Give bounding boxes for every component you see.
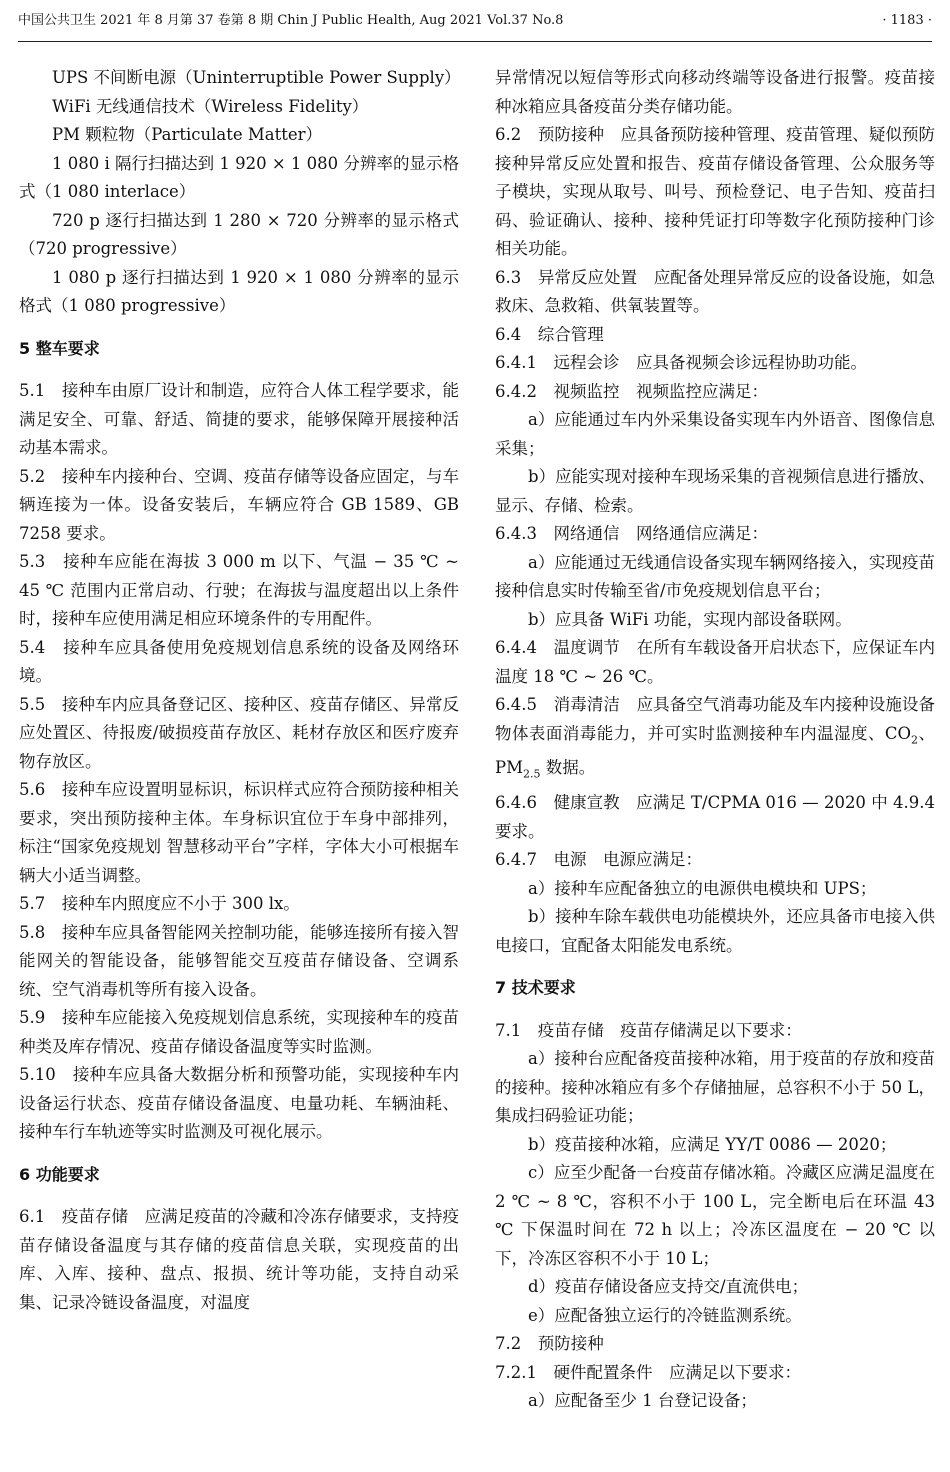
section-heading-6: 6 功能要求 [19, 1164, 100, 1184]
clause-6-4-5-text-3: 数据。 [540, 758, 596, 778]
clause-6-4-4: 6.4.4 温度调节 在所有车载设备开启状态下，应保证车内温度 18 ℃ ~ 26 ℃。 [495, 638, 935, 686]
pm-subscript: 2.5 [523, 767, 541, 781]
clause-7-1-a: a）接种台应配备疫苗接种冰箱，用于疫苗的存放和疫苗的接种。接种冰箱应有多个存储抽屉，总容积不小于 50 L，集成扫码验证功能； [495, 1049, 935, 1126]
clause-7-2-1: 7.2.1 硬件配置条件 应满足以下要求： [495, 1362, 801, 1382]
clause-6-4-2-b: b）应能实现对接种车现场采集的音视频信息进行播放、显示、存储、检索。 [495, 467, 935, 515]
clause-5-5: 5.5 接种车内应具备登记区、接种区、疫苗存储区、异常反应处置区、待报废/破损疫苗存放区、耗材存放区和医疗废弃物存放区。 [19, 694, 459, 771]
clause-6-4-2: 6.4.2 视频监控 视频监控应满足： [495, 381, 768, 401]
co2-subscript: 2 [911, 732, 919, 746]
clause-6-4-5 [495, 691, 935, 789]
abbreviation-720p: 720 p 逐行扫描达到 1 280 × 720 分辨率的显示格式（720 progressive） [19, 210, 459, 258]
abbreviation-pm: PM 颗粒物（Particulate Matter） [52, 125, 323, 144]
clause-6-4-7-a: a）接种车应配备独立的电源供电模块和 UPS； [528, 878, 877, 898]
clause-7-1-d: d）疫苗存储设备应支持交/直流供电； [528, 1277, 809, 1297]
section-heading-5: 5 整车要求 [19, 338, 100, 358]
clause-6-4: 6.4 综合管理 [495, 324, 604, 344]
clause-6-4-7-b: b）接种车除车载供电功能模块外，还应具备市电接入供电接口，宜配备太阳能发电系统。 [495, 907, 935, 955]
clause-7-2-1-a: a）应配备至少 1 台登记设备； [528, 1391, 757, 1411]
clause-6-4-3: 6.4.3 网络通信 网络通信应满足： [495, 524, 768, 543]
left-column [19, 64, 459, 1317]
abbreviation-wifi: WiFi 无线通信技术（Wireless Fidelity） [52, 96, 369, 116]
clause-7-2: 7.2 预防接种 [495, 1334, 604, 1354]
abbreviation-1080p: 1 080 p 逐行扫描达到 1 920 × 1 080 分辨率的显示格式（1 080 progressive） [19, 267, 459, 315]
clause-6-1-continued: 异常情况以短信等形式向移动终端等设备进行报警。疫苗接种冰箱应具备疫苗分类存储功能。 [495, 68, 935, 116]
clause-6-3: 6.3 异常反应处置 应配备处理异常反应的设备设施，如急救床、急救箱、供氧装置等。 [495, 267, 935, 315]
clause-6-4-3-a: a）应能通过无线通信设备实现车辆网络接入，实现疫苗接种信息实时传输至省/市免疫规划信息平台； [495, 552, 935, 600]
clause-5-7: 5.7 接种车内照度应不小于 300 lx。 [19, 894, 300, 913]
clause-6-4-5-text-2: 、PM [495, 723, 935, 778]
clause-7-1-c: c）应至少配备一台疫苗存储冰箱。冷藏区应满足温度在 2 ℃ ~ 8 ℃，容积不小于 100 L，完全断电后在环温 43 ℃ 下保温时间在 72 h 以上；冷冻区温度在 − 20 ℃ 以下，冷冻区容积不小于 10 L； [495, 1163, 935, 1268]
clause-5-10: 5.10 接种车应具备大数据分析和预警功能，实现接种车内设备运行状态、疫苗存储设备温度、电量功耗、车辆油耗、接种车行车轨迹等实时监测及可视化展示。 [19, 1065, 459, 1141]
right-column [495, 64, 935, 1416]
header-rule [18, 41, 932, 42]
journal-info: 中国公共卫生 2021 年 8 月第 37 卷第 8 期 Chin J Public Health, Aug 2021 Vol.37 No.8 [18, 13, 564, 28]
clause-6-4-3-b: b）应具备 WiFi 功能，实现内部设备联网。 [528, 609, 852, 629]
clause-6-4-1: 6.4.1 远程会诊 应具备视频会诊远程协助功能。 [495, 353, 867, 372]
clause-5-6: 5.6 接种车应设置明显标识，标识样式应符合预防接种相关要求，突出预防接种主体。车身标识宜位于车身中部排列，标注“国家免疫规划 智慧移动平台”字样，字体大小可根据车辆大小适当调整。 [19, 780, 459, 885]
section-heading-7: 7 技术要求 [495, 978, 576, 998]
clause-5-9: 5.9 接种车应能接入免疫规划信息系统，实现接种车的疫苗种类及库存情况、疫苗存储设备温度等实时监测。 [19, 1008, 459, 1056]
clause-7-1-b: b）疫苗接种冰箱，应满足 YY/T 0086 — 2020； [528, 1134, 897, 1154]
clause-6-4-5-text: 6.4.5 消毒清洁 应具备空气消毒功能及车内接种设施设备物体表面消毒能力，并可实时监测接种车内温湿度、CO [495, 695, 935, 743]
clause-5-3: 5.3 接种车应能在海拔 3 000 m 以下、气温 − 35 ℃ ~ 45 ℃ 范围内正常启动、行驶；在海拔与温度超出以上条件时，接种车应使用满足相应环境条件的专用配件。 [19, 552, 459, 628]
clause-6-4-7: 6.4.7 电源 电源应满足： [495, 850, 702, 870]
clause-5-4: 5.4 接种车应具备使用免疫规划信息系统的设备及网络环境。 [19, 637, 459, 685]
clause-6-4-2-a: a）应能通过车内外采集设备实现车内外语音、图像信息采集； [495, 410, 935, 458]
abbreviation-1080i: 1 080 i 隔行扫描达到 1 920 × 1 080 分辨率的显示格式（1 080 interlace） [19, 153, 459, 201]
running-header [18, 8, 932, 34]
page-number: · 1183 · [882, 13, 932, 28]
abbreviation-ups: UPS 不间断电源（Uninterruptible Power Supply） [52, 68, 461, 87]
clause-7-1: 7.1 疫苗存储 疫苗存储满足以下要求： [495, 1020, 802, 1040]
clause-5-8: 5.8 接种车应具备智能网关控制功能，能够连接所有接入智能网关的智能设备，能够智能交互疫苗存储设备、空调系统、空气消毒机等所有接入设备。 [19, 922, 459, 999]
clause-5-1: 5.1 接种车由原厂设计和制造，应符合人体工程学要求，能满足安全、可靠、舒适、简捷的要求，能够保障开展接种活动基本需求。 [19, 381, 459, 457]
clause-6-2: 6.2 预防接种 应具备预防接种管理、疫苗管理、疑似预防接种异常反应处置和报告、疫苗存储设备管理、公众服务等子模块，实现从取号、叫号、预检登记、电子告知、疫苗扫码、验证确认、接种、接种凭证打印等数字化预防接种门诊相关功能。 [495, 125, 935, 258]
clause-5-2: 5.2 接种车内接种台、空调、疫苗存储等设备应固定，与车辆连接为一体。设备安装后，车辆应符合 GB 1589、GB 7258 要求。 [19, 466, 459, 543]
clause-6-1: 6.1 疫苗存储 应满足疫苗的冷藏和冷冻存储要求，支持疫苗存储设备温度与其存储的疫苗信息关联，实现疫苗的出库、入库、接种、盘点、报损、统计等功能，支持自动采集、记录冷链设备温度，对温度 [19, 1207, 459, 1312]
clause-7-1-e: e）应配备独立运行的冷链监测系统。 [528, 1305, 802, 1325]
clause-6-4-6: 6.4.6 健康宣教 应满足 T/CPMA 016 — 2020 中 4.9.4 要求。 [495, 793, 935, 841]
